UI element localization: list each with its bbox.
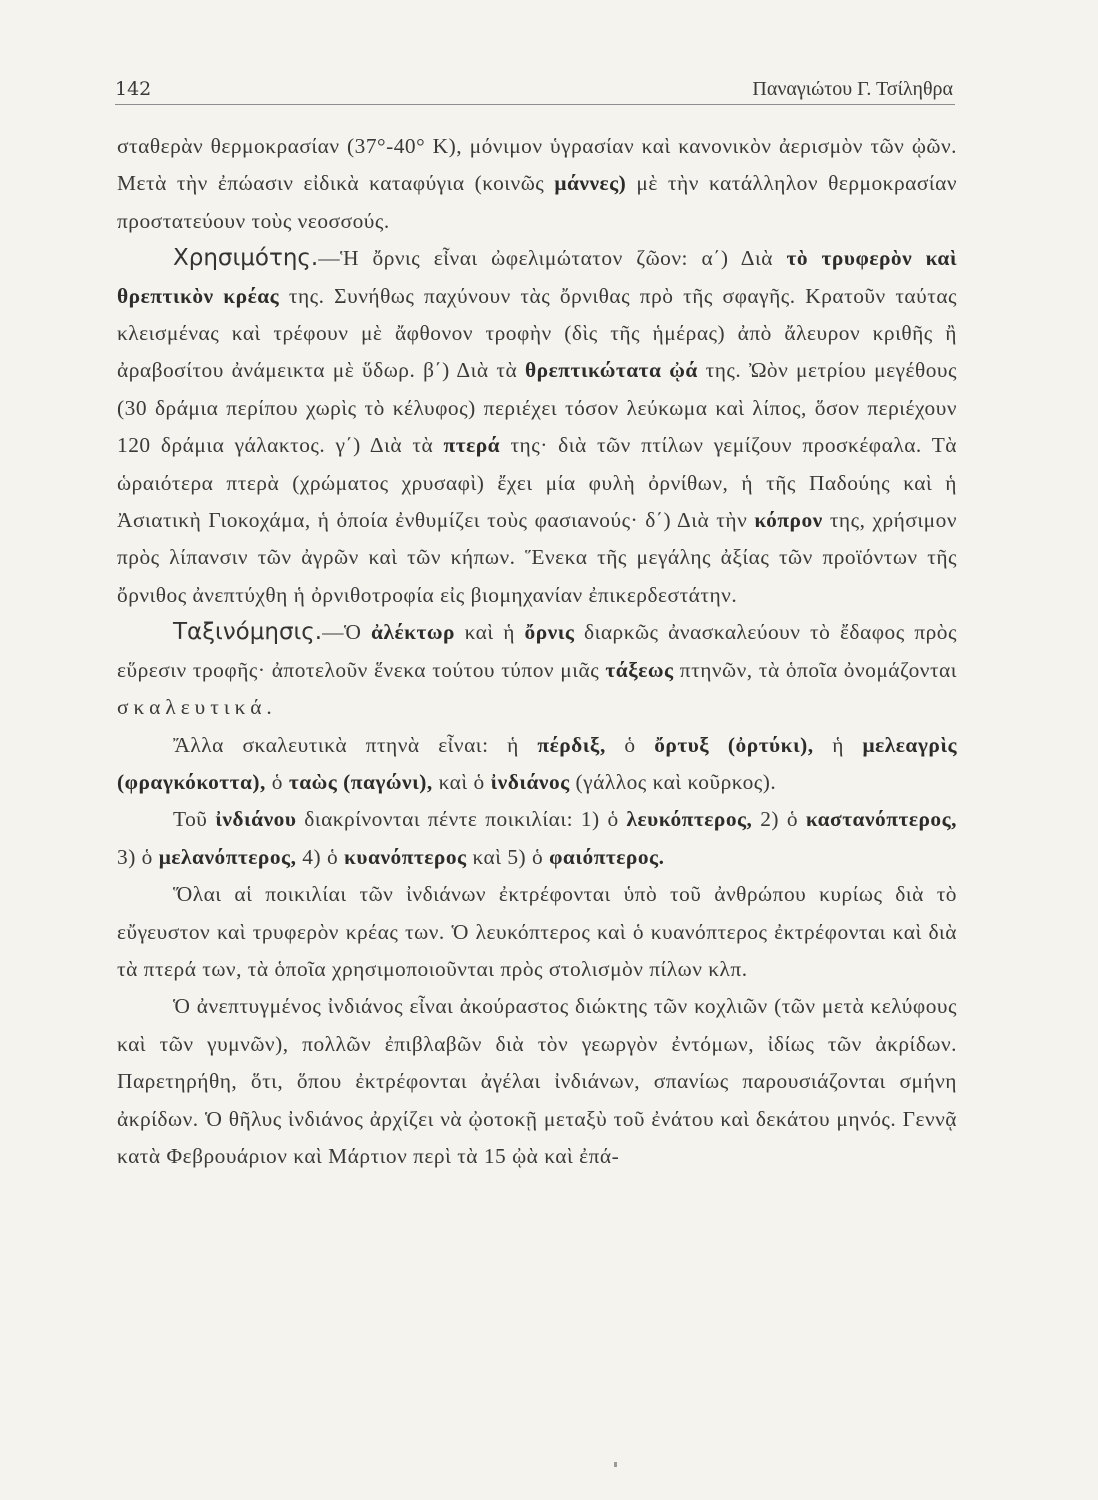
page-header bbox=[115, 72, 955, 105]
paragraph-continuation: σταθερὰν θερμοκρασίαν (37°-40° Κ), μόνιμον ὑγρασίαν καὶ κανονικὸν ἀερισμὸν τῶν ᾠῶν. Μετὰ τὴν ἐπώασιν εἰδικὰ καταφύγια (κοινῶς μάννες) μὲ τὴν κατάλληλον θερμοκρασίαν προστατεύουν τοὺς νεοσσούς. bbox=[117, 134, 957, 233]
paragraph-turkey-behaviour: Ὁ ἀνεπτυγμένος ἰνδιάνος εἶναι ἀκούραστος διώκτης τῶν κοχλιῶν (τῶν μετὰ κελύφους καὶ τῶν γυμνῶν), πολλῶν ἐπιβλαβῶν διὰ τὸν γεωργὸν ἐντόμων, ἰδίως τῶν ἀκρίδων. Παρετηρήθη, ὅτι, ὅπου ἐκτρέφονται ἀγέλαι ἰνδιάνων, σπανίως παρουσιάζονται σμήνη ἀκρίδων. Ὁ θῆλυς ἰνδιάνος ἀρχίζει νὰ ᾠοτοκῇ μεταξὺ τοῦ ἐνάτου καὶ δεκάτου μηνός. Γεννᾷ κατὰ Φεβρουάριον καὶ Μάρτιον περὶ τὰ 15 ᾠὰ καὶ ἐπά- bbox=[117, 994, 957, 1168]
paragraph-turkey-rearing: Ὅλαι αἱ ποικιλίαι τῶν ἰνδιάνων ἐκτρέφονται ὑπὸ τοῦ ἀνθρώπου κυρίως διὰ τὸ εὔγευστον καὶ τρυφερὸν κρέας των. Ὁ λευκόπτερος καὶ ὁ κυανόπτερος ἐκτρέφονται καὶ διὰ τὰ πτερά των, τὰ ὁποῖα χρησιμοποιοῦνται πρὸς στολισμὸν πίλων κλπ. bbox=[117, 882, 957, 981]
paragraph-usefulness: Χρησιμότης.—Ἡ ὄρνις εἶναι ὠφελιμώτατον ζῶον: α΄) Διὰ τὸ τρυφερὸν καὶ θρεπτικὸν κρέας της. Συνήθως παχύνουν τὰς ὄρνιθας πρὸ τῆς σφαγῆς. Κρατοῦν ταύτας κλεισμένας καὶ τρέφουν μὲ ἄφθονον τροφὴν (δὶς τῆς ἡμέρας) ἀπὸ ἄλευρον κριθῆς ἢ ἀραβοσίτου ἀνάμεικτα μὲ ὕδωρ. β΄) Διὰ τὰ θρεπτικώτατα ᾠά της. Ὠὸν μετρίου μεγέθους (30 δράμια περίπου χωρὶς τὸ κέλυφος) περιέχει τόσον λεύκωμα καὶ λίπος, ὅσον περιέχουν 120 δράμια γάλακτος. γ΄) Διὰ τὰ πτερά της· διὰ τῶν πτίλων γεμίζουν προσκέφαλα. Τὰ ὡραιότερα πτερὰ (χρώματος χρυσαφὶ) ἔχει μία φυλὴ ὀρνίθων, ἡ τῆς Παδούης καὶ ἡ Ἀσιατικὴ Γιοκοχάμα, ἡ ὁποία ἐνθυμίζει τοὺς φασιανούς· δ΄) Διὰ τὴν κόπρον της, χρήσιμον πρὸς λίπανσιν τῶν ἀγρῶν καὶ τῶν κήπων. Ἕνεκα τῆς μεγάλης ἀξίας τῶν προϊόντων τῆς ὄρνιθος ἀνεπτύχθη ἡ ὀρνιθοτροφία εἰς βιομηχανίαν ἐπικερδεστάτην. bbox=[117, 245, 957, 607]
paragraph-other-birds: Ἄλλα σκαλευτικὰ πτηνὰ εἶναι: ἡ πέρδιξ, ὁ ὄρτυξ (ὀρτύκι), ἡ μελεαγρὶς (φραγκόκοττα), ὁ ταὼς (παγώνι), καὶ ὁ ἰνδιάνος (γάλλος καὶ κοῦρκος). bbox=[117, 732, 957, 794]
paragraph-classification: Ταξινόμησις.—Ὁ ἀλέκτωρ καὶ ἡ ὄρνις διαρκῶς ἀνασκαλεύουν τὸ ἔδαφος πρὸς εὕρεσιν τροφῆς· ἀποτελοῦν ἕνεκα τούτου τύπον μιᾶς τάξεως πτηνῶν, τὰ ὁποῖα ὀνομάζονται σκαλευτικά. bbox=[117, 619, 957, 720]
section-heading-classification: Ταξινόμησις. bbox=[173, 619, 323, 646]
paragraph-turkey-varieties: Τοῦ ἰνδιάνου διακρίνονται πέντε ποικιλίαι: 1) ὁ λευκόπτερος, 2) ὁ καστανόπτερος, 3) ὁ μελανόπτερος, 4) ὁ κυανόπτερος καὶ 5) ὁ φαιόπτερος. bbox=[117, 807, 957, 869]
running-head: Παναγιώτου Γ. Τσίληθρα bbox=[752, 78, 953, 100]
section-heading-usefulness: Χρησιμότης. bbox=[173, 245, 319, 272]
print-speck bbox=[614, 1462, 617, 1467]
page-number: 142 bbox=[115, 78, 152, 100]
body-text bbox=[117, 128, 957, 1175]
